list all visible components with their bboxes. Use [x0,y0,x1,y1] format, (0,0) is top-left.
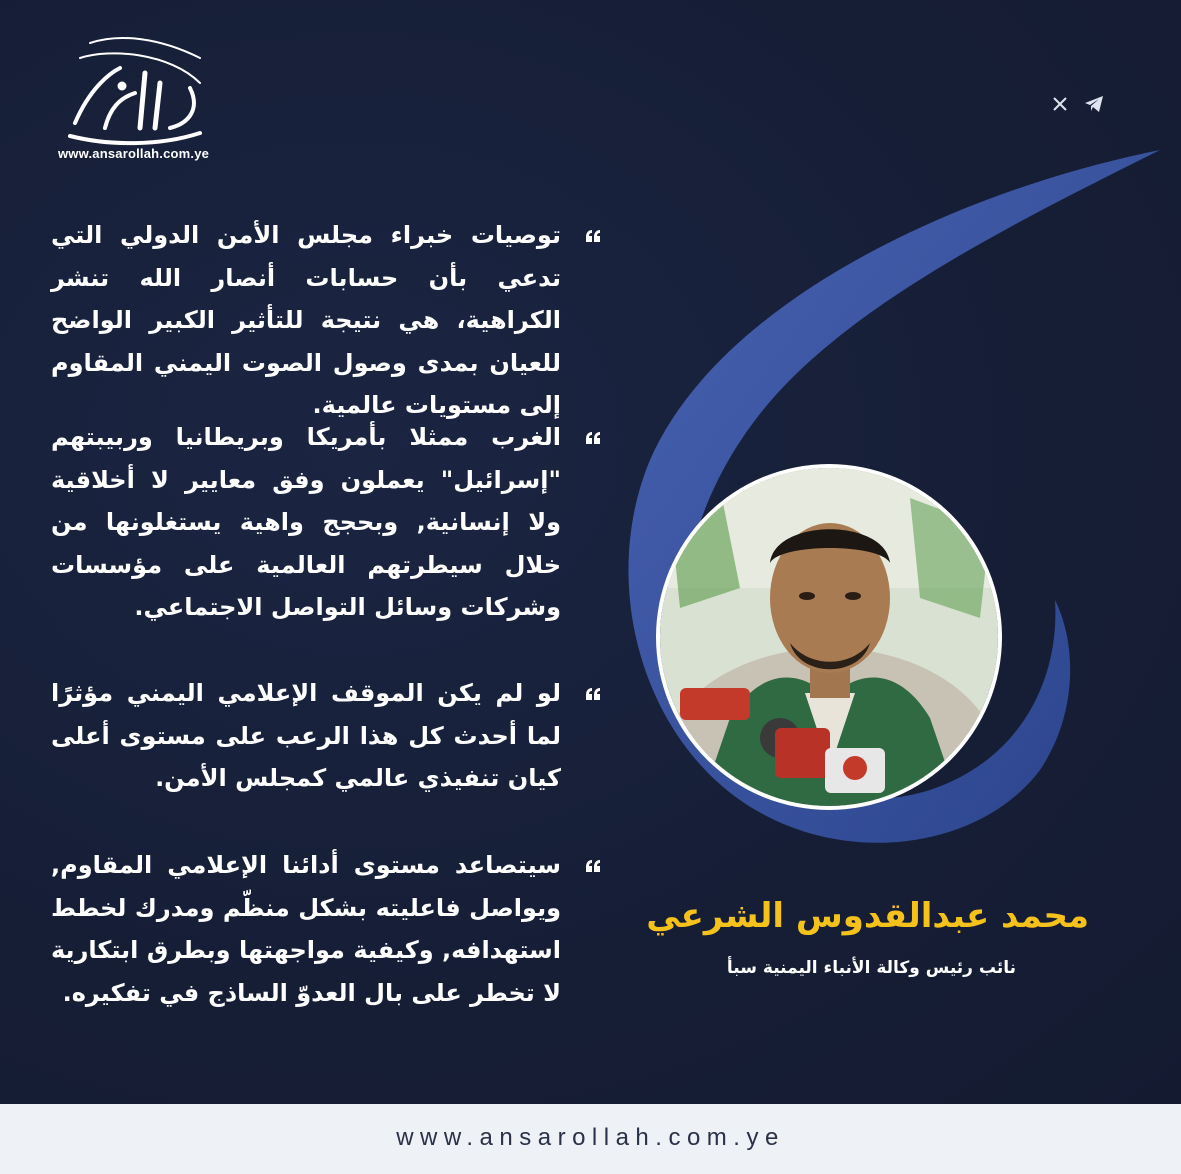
portrait-illustration [660,468,998,806]
paragraph-4-text: سيتصاعد مستوى أدائنا الإعلامي المقاوم, ويواصل فاعليته بشكل منظّم ومدرك لخطط استهدافه, وكيفية مواجهتها وبطرق ابتكارية لا تخطر على بال العدوّ الساذج في تفكيره. [51,851,561,1007]
quote-mark-icon [585,858,601,874]
portrait-photo [660,468,998,806]
person-name: محمد عبدالقدوس الشرعي [646,896,1089,936]
social-icons [1050,94,1104,114]
logo-url-text[interactable]: www.ansarollah.com.ye [58,146,210,161]
telegram-icon[interactable] [1084,94,1104,114]
quote-mark-icon [585,430,601,446]
paragraph-3 [51,672,561,800]
paragraph-1 [51,214,561,427]
footer-url[interactable]: www.ansarollah.com.ye [396,1124,785,1151]
x-icon[interactable] [1050,94,1070,114]
paragraph-2 [51,416,561,629]
calligraphy-logo-icon [50,28,240,158]
quote-mark-icon [585,228,601,244]
paragraph-4 [51,844,561,1014]
paragraph-2-text: الغرب ممثلا بأمريكا وبريطانيا وربيبتهم "إسرائيل" يعملون وفق معايير لا أخلاقية ولا إنسانية, وبحجج واهية يستغلونها من خلال سيطرتهم العالمية على مؤسسات وشركات وسائل التواصل الاجتماعي. [51,423,561,621]
person-role: نائب رئيس وكالة الأنباء اليمنية سبأ [726,958,1016,978]
quote-mark-icon [585,686,601,702]
paragraph-3-text: لو لم يكن الموقف الإعلامي اليمني مؤثرًا لما أحدث كل هذا الرعب على مستوى أعلى كيان تنفيذي عالمي كمجلس الأمن. [51,679,561,792]
footer-bar [0,1104,1181,1174]
paragraph-1-text: توصيات خبراء مجلس الأمن الدولي التي تدعي بأن حسابات أنصار الله تنشر الكراهية، هي نتيجة للتأثير الكبير الواضح للعيان بمدى وصول الصوت اليمني المقاوم إلى مستويات عالمية. [51,221,561,419]
